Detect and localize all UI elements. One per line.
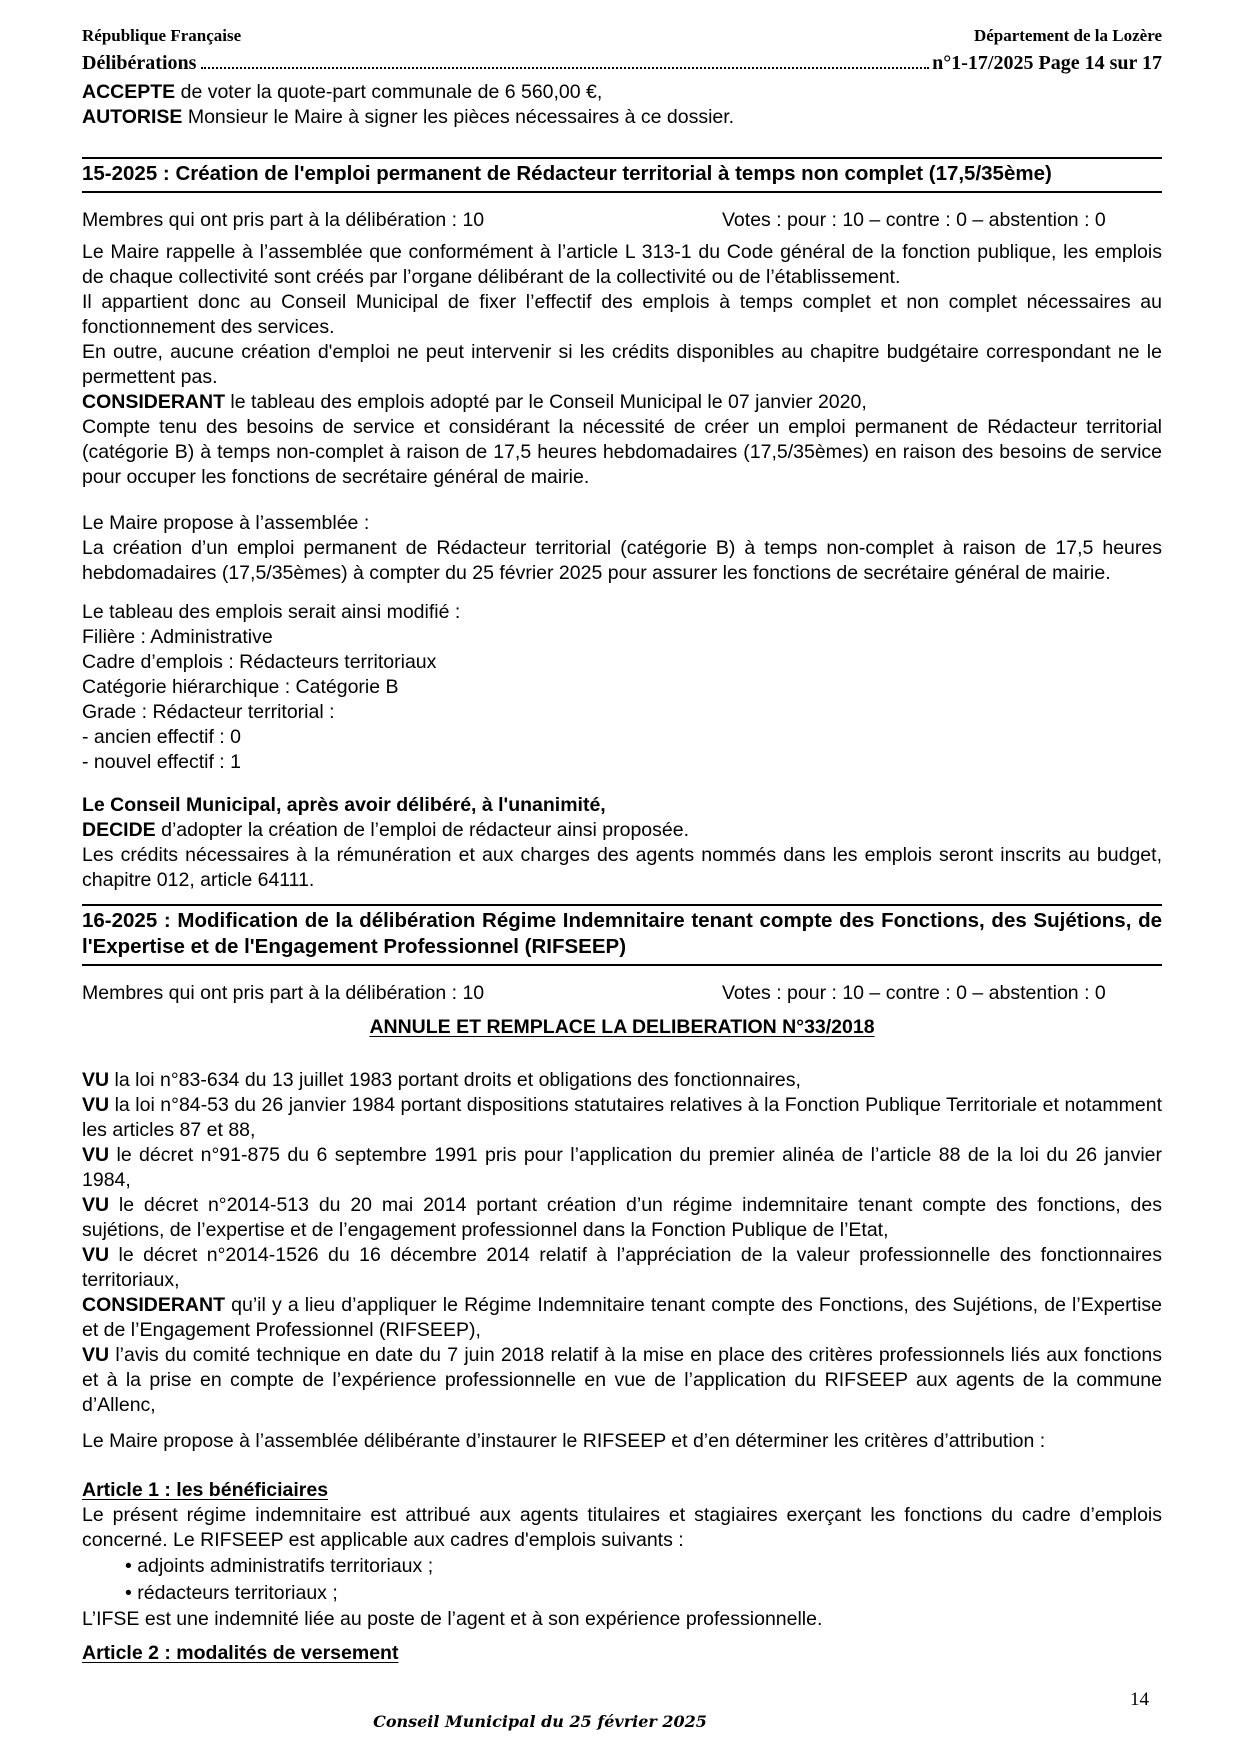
paragraph-considerant-rifseep (82, 1293, 1162, 1343)
paragraph-lead: AUTORISE (82, 106, 183, 128)
paragraph-text: la loi n°84-53 du 26 janvier 1984 portant dispositions statutaires relatives à la Fonction Publique Territoriale et notamment les articles 87 et 88, (82, 1093, 1162, 1141)
annule-remplace-banner: ANNULE ET REMPLACE LA DELIBERATION N°33/2018 (369, 1015, 875, 1038)
paragraph-article1-body: Le présent régime indemnitaire est attribué aux agents titulaires et stagiaires exerçant les fonctions du cadre d’emplois concerné. Le RIFSEEP est applicable aux cadres d'emplois suivants : (82, 1503, 1162, 1551)
paragraph (82, 511, 1162, 536)
intro-block (82, 80, 1162, 130)
paragraph-text: l’avis du comité technique en date du 7 juin 2018 relatif à la mise en place des critères professionnels liés aux fonctions et à la prise en compte de l’expérience professionnelle en vue de l’application du RIFSEEP aux agents de la commune d’Allenc, (82, 1343, 1162, 1416)
paragraph-text: La création d’un emploi permanent de Rédacteur territorial (catégorie B) à temps non-complet à raison de 17,5 heures hebdomadaires (17,5/35èmes) à compter du 25 février 2025 pour assurer les fonctions de secrétaire général de mairie. (82, 536, 1162, 584)
section-16-membres-votes (82, 981, 1162, 1006)
paragraph-text: Il appartient donc au Conseil Municipal de fixer l’effectif des emplois à temps complet et non complet nécessaires au fonctionnement des services. (82, 290, 1162, 338)
paragraph-lead: Le Conseil Municipal, après avoir délibéré, à l'unanimité, (82, 793, 606, 816)
paragraph (82, 415, 1162, 490)
paragraph-lead: ACCEPTE (82, 81, 176, 103)
paragraph-decide (82, 818, 1162, 843)
membres-count: Membres qui ont pris part à la délibération : 10 (82, 208, 485, 231)
paragraph-filiere (82, 625, 1162, 650)
paragraph-text: le tableau des emplois adopté par le Conseil Municipal le 07 janvier 2020, (225, 390, 867, 413)
paragraph-vu-loi-84-53 (82, 1093, 1162, 1143)
footer-session-label: Conseil Municipal du 25 février 2025 (373, 1712, 707, 1731)
paragraph-text: de voter la quote-part communale de 6 560,00 €, (175, 81, 603, 103)
paragraph-lead: VU (82, 1068, 110, 1091)
paragraph-ifse: L’IFSE est une indemnité liée au poste de l’agent et à son expérience professionnelle. (82, 1607, 823, 1630)
paragraph-text: Le Maire propose à l’assemblée délibérante d’instaurer le RIFSEEP et d’en déterminer les critères d’attribution : (82, 1429, 1046, 1452)
spacer (82, 775, 1162, 793)
spacer (82, 1418, 1162, 1429)
header-row-1 (82, 26, 1162, 46)
section-16-body (82, 1047, 1162, 1666)
page-number: 14 (1130, 1689, 1149, 1710)
membres-count: Membres qui ont pris part à la délibération : 10 (82, 981, 485, 1004)
paragraph-text: qu’il y a lieu d’appliquer le Régime Indemnitaire tenant compte des Fonctions, des Sujétions, de l’Expertise et de l’Engagement Professionnel (RIFSEEP), (82, 1293, 1162, 1341)
paragraph (82, 340, 1162, 390)
votes-result: Votes : pour : 10 – contre : 0 – abstention : 0 (722, 208, 1106, 231)
paragraph-text: Compte tenu des besoins de service et considérant la nécessité de créer un emploi permanent de Rédacteur territorial (catégorie B) à temps non-complet à raison de 17,5 heures hebdomadaires (17,5/35èmes) en raison des besoins de service pour occuper les fonctions de secrétaire général de mairie. (82, 415, 1162, 488)
section-15-heading: 15-2025 : Création de l'emploi permanent de Rédacteur territorial à temps non complet (17,5/35ème) (82, 157, 1162, 193)
paragraph-text: le décret n°2014-513 du 20 mai 2014 portant création d’un régime indemnitaire tenant compte des fonctions, des sujétions, de l’expertise et de l’engagement professionnel dans la Fonction Publique de l’Etat, (82, 1193, 1162, 1241)
paragraph-text: Grade : Rédacteur territorial : (82, 700, 335, 723)
spacer (82, 586, 1162, 600)
section-16-heading: 16-2025 : Modification de la délibération Régime Indemnitaire tenant compte des Fonctions, des Sujétions, de l'Expertise et de l'Engagement Professionnel (RIFSEEP) (82, 904, 1162, 966)
paragraph-lead: CONSIDERANT (82, 390, 226, 413)
paragraph-text: le décret n°91-875 du 6 septembre 1991 pris pour l’application du premier alinéa de l’article 88 de la loi du 26 janvier 1984, (82, 1143, 1162, 1191)
paragraph-text: Catégorie hiérarchique : Catégorie B (82, 675, 399, 698)
article-2-title: Article 2 : modalités de versement (82, 1641, 399, 1664)
paragraph-text: d’adopter la création de l’emploi de rédacteur ainsi proposée. (155, 818, 690, 841)
document-header (82, 26, 1162, 74)
paragraph-text: Monsieur le Maire à signer les pièces nécessaires à ce dossier. (182, 106, 735, 128)
paragraph-vu-loi-83-634 (82, 1068, 1162, 1093)
paragraph-text: le décret n°2014-1526 du 16 décembre 2014 relatif à l’appréciation de la valeur professionnelle des fonctionnaires territoriaux, (82, 1243, 1162, 1291)
paragraph-categorie (82, 675, 1162, 700)
paragraph-lead: VU (82, 1143, 110, 1166)
paragraph-considerant (82, 390, 1162, 415)
paragraph (82, 240, 1162, 290)
paragraph-text: - ancien effectif : 0 (82, 725, 241, 748)
paragraph-text: la loi n°83-634 du 13 juillet 1983 portant droits et obligations des fonctionnaires, (109, 1068, 801, 1091)
bullet-text: adjoints administratifs territoriaux ; (137, 1554, 434, 1577)
paragraph-text: Le tableau des emplois serait ainsi modifié : (82, 600, 461, 623)
header-row-2 (82, 52, 1162, 74)
section-15-body (82, 240, 1162, 893)
paragraph-nouvel-effectif (82, 750, 1162, 775)
paragraph (82, 290, 1162, 340)
paragraph-lead: VU (82, 1193, 110, 1216)
bullet-text: rédacteurs territoriaux ; (137, 1581, 338, 1604)
paragraph-vu-decret-2014-1526 (82, 1243, 1162, 1293)
paragraph-text: Le Maire propose à l’assemblée : (82, 511, 370, 534)
bullet-icon: • (125, 1581, 132, 1604)
paragraph-accepte (82, 80, 1162, 105)
paragraph-lead: VU (82, 1343, 110, 1366)
paragraph-text: Les crédits nécessaires à la rémunération et aux charges des agents nommés dans les emplois seront inscrits au budget, chapitre 012, article 64111. (82, 843, 1162, 891)
paragraph-text: Le Maire rappelle à l’assemblée que conformément à l’article L 313-1 du Code général de la fonction publique, les emplois de chaque collectivité sont créés par l’organe délibérant de la collectivité ou de l’établissement. (82, 240, 1162, 288)
paragraph-text: Cadre d’emplois : Rédacteurs territoriaux (82, 650, 437, 673)
paragraph-text: Filière : Administrative (82, 625, 273, 648)
paragraph-vu-decret-2014-513 (82, 1193, 1162, 1243)
paragraph-cadre-emplois (82, 650, 1162, 675)
paragraph (82, 843, 1162, 893)
paragraph-lead: CONSIDERANT (82, 1293, 226, 1316)
spacer (82, 1454, 1162, 1478)
dotted-leader (201, 67, 929, 69)
votes-result: Votes : pour : 10 – contre : 0 – abstention : 0 (722, 981, 1106, 1004)
bullet-item (82, 1580, 1162, 1607)
header-doc-ref: n°1-17/2025 Page 14 sur 17 (932, 52, 1162, 74)
paragraph-vu-decret-91-875 (82, 1143, 1162, 1193)
article-1-title: Article 1 : les bénéficiaires (82, 1478, 329, 1501)
paragraph (82, 600, 1162, 625)
paragraph-conseil-unanimite (82, 793, 1162, 818)
spacer (82, 1047, 1162, 1068)
bullet-item (82, 1553, 1162, 1580)
paragraph-lead: VU (82, 1243, 110, 1266)
bullet-icon: • (125, 1554, 132, 1577)
paragraph-autorise (82, 105, 1162, 130)
paragraph-ancien-effectif (82, 725, 1162, 750)
paragraph (82, 536, 1162, 586)
paragraph-text: - nouvel effectif : 1 (82, 750, 241, 773)
paragraph-text: En outre, aucune création d'emploi ne peut intervenir si les crédits disponibles au chapitre budgétaire correspondant ne le permettent pas. (82, 340, 1162, 388)
header-doc-label: Délibérations (82, 52, 197, 74)
paragraph-lead: VU (82, 1093, 110, 1116)
header-republique: République Française (82, 26, 242, 45)
paragraph-vu-avis-comite (82, 1343, 1162, 1418)
spacer (82, 490, 1162, 511)
paragraph-lead: DECIDE (82, 818, 156, 841)
header-departement: Département de la Lozère (973, 26, 1162, 45)
paragraph-grade (82, 700, 1162, 725)
paragraph-maire-propose (82, 1429, 1162, 1454)
section-15-membres-votes (82, 208, 1162, 233)
